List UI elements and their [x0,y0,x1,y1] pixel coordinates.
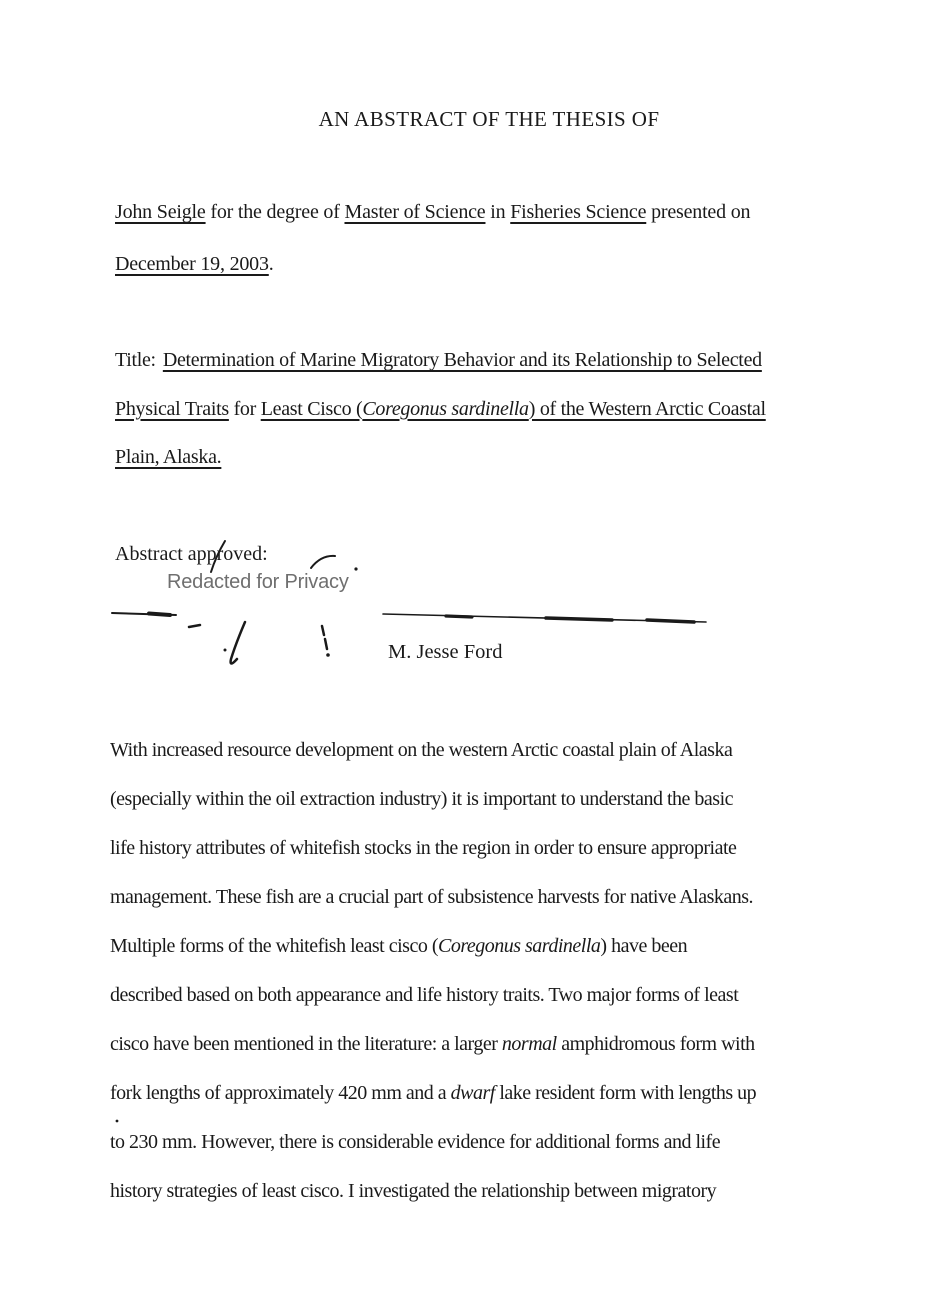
abstract-text: history strategies of least cisco. I investigated the relationship between migratory [110,1180,717,1202]
thesis-title-line-2 [115,385,766,434]
abstract-body-line [110,824,756,873]
species-name-italic: Coregonus sardinella [437,935,601,957]
abstract-text: amphidromous form with [556,1033,755,1055]
abstract-text: fork lengths of approximately 420 mm and a [110,1082,451,1104]
thesis-title-text: ) of the Western Arctic Coastal [528,397,766,420]
period: . [268,253,274,275]
author-name: John Seigle [115,201,206,223]
degree-statement-line-1 [115,186,750,238]
page-heading: AN ABSTRACT OF THE THESIS OF [318,107,660,131]
long-signature-line-ink-blob [546,618,612,620]
field-name: Fisheries Science [510,201,647,223]
long-signature-line [383,614,706,622]
pen-curve-mark [311,556,335,568]
italic-term: dwarf [450,1082,495,1104]
abstract-text: management. These fish are a crucial part of subsistence harvests for native Alaskans. [110,886,754,908]
abstract-text: cisco have been mentioned in the literature: a larger [110,1033,502,1055]
thesis-title-text: Determination of Marine Migratory Behavior and its Relationship to Selected [162,349,762,371]
thesis-title [115,336,766,482]
degree-statement-text: in [485,201,511,223]
pen-dot [326,653,330,657]
abstract-approved-label: Abstract approved: [115,543,268,565]
short-signature-line-ink-blob [149,614,170,616]
abstract-body-line [110,873,756,922]
long-signature-line-ink-blob [647,620,694,622]
italic-term: normal [501,1033,557,1055]
abstract-body-line [110,1020,756,1069]
abstract-text: life history attributes of whitefish stocks in the region in order to ensure appropriate [110,837,737,859]
abstract-body-line [110,775,756,824]
abstract-text: to 230 mm. However, there is considerable evidence for additional forms and life [110,1131,721,1153]
abstract-text: ) have been [600,935,688,957]
thesis-title-line-1 [115,336,766,385]
abstract-text: described based on both appearance and life history traits. Two major forms of least [110,984,739,1006]
long-signature-line-ink-blob [446,616,472,617]
abstract-body-line [110,726,756,775]
defense-date: December 19, 2003 [115,253,269,275]
species-name-italic: Coregonus sardinella [362,397,529,420]
abstract-text: lake resident form with lengths up [494,1082,757,1104]
redacted-for-privacy-label: Redacted for Privacy [167,571,349,593]
abstract-body-line [110,922,756,971]
signature-squiggle-dashes [322,626,327,649]
degree-statement-line-2 [115,238,750,290]
thesis-title-text: Plain, Alaska. [115,446,222,468]
abstract-text: (especially within the oil extraction industry) it is important to understand the basic [110,788,734,810]
degree-name: Master of Science [344,201,486,223]
thesis-title-text: Physical Traits [115,397,229,420]
abstract-text: Multiple forms of the whitefish least cisco ( [110,935,438,957]
thesis-title-text: Least Cisco ( [260,397,363,420]
degree-statement-text: presented on [646,201,751,223]
degree-statement-text: for the degree of [205,201,345,223]
abstract-body-line [110,1167,756,1216]
abstract-body-line [110,1118,756,1167]
abstract-body [110,726,756,1216]
signatory-name: M. Jesse Ford [388,641,503,663]
signature-squiggle-check [231,622,245,664]
thesis-title-text: for [228,397,261,420]
abstract-body-line [110,1069,756,1118]
pen-dash-mark [189,625,200,627]
title-label: Title: [115,349,156,371]
thesis-title-line-3 [115,433,766,482]
abstract-body-line [110,971,756,1020]
pen-dot [354,567,357,570]
short-signature-line [112,613,176,615]
degree-statement [115,186,750,290]
pen-dot [224,649,227,652]
abstract-text: With increased resource development on the western Arctic coastal plain of Alaska [110,739,733,761]
